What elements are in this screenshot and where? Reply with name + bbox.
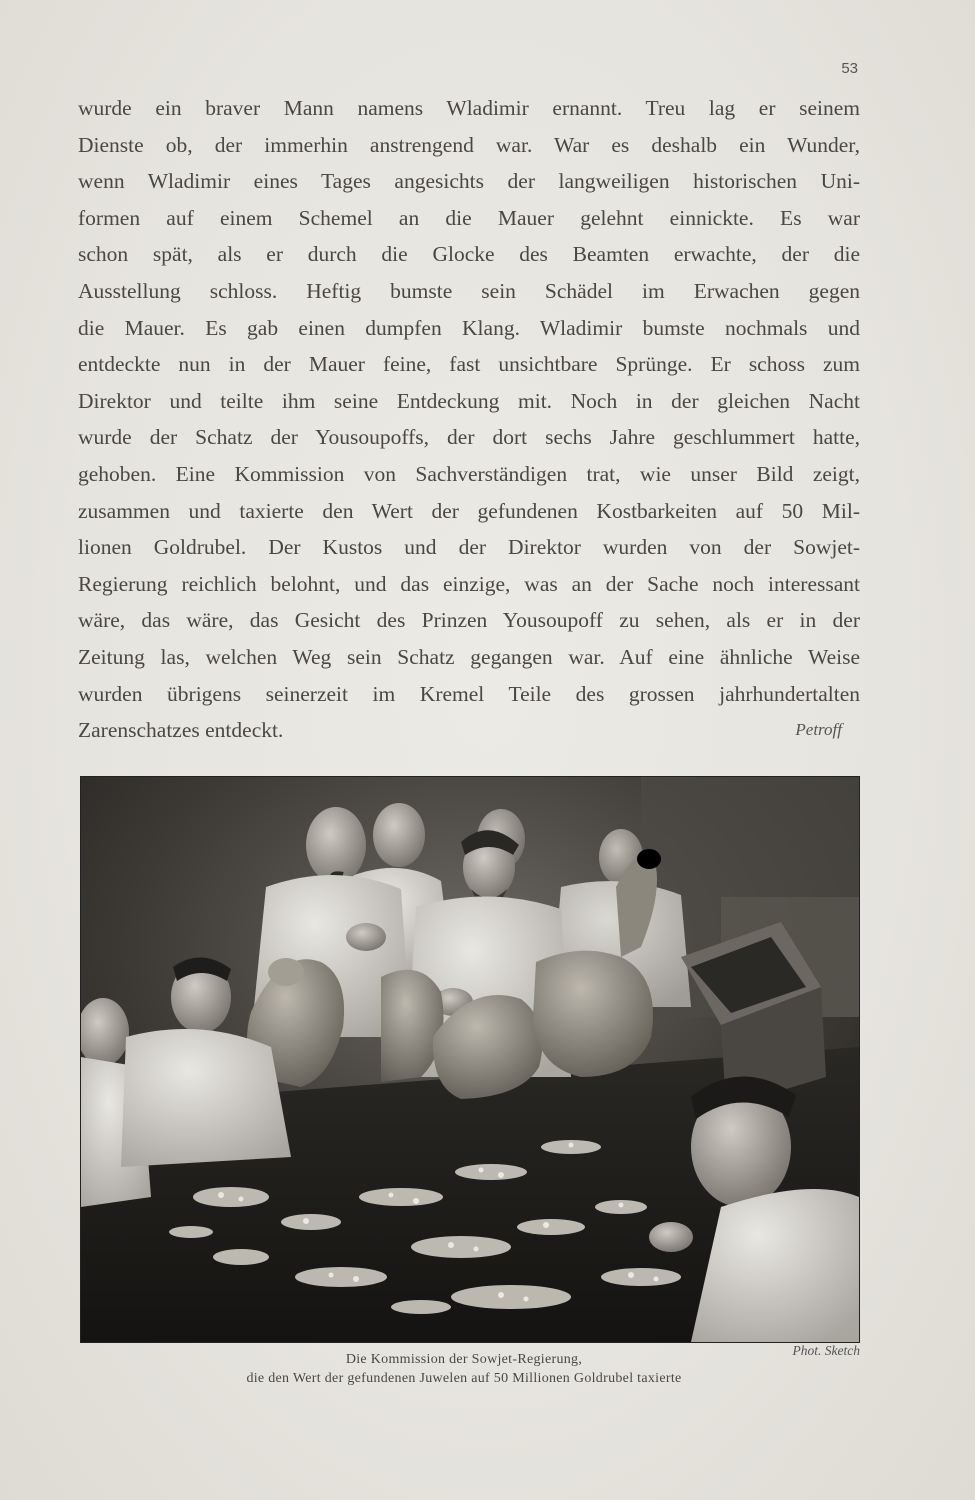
photo-caption-line-1: Die Kommission der Sowjet-Regierung, xyxy=(345,1352,583,1367)
body-line: Dienste ob, der immerhin anstrengend war. War es deshalb ein Wunder, xyxy=(78,132,860,157)
body-line: wurden übrigens seinerzeit im Kremel Teile des grossen jahrhundertalten xyxy=(78,681,860,706)
body-line-text: Zarenschatzes entdeckt. xyxy=(78,718,284,743)
body-line: entdeckte nun in der Mauer feine, fast unsichtbare Sprünge. Er schoss zum xyxy=(78,352,860,377)
author-signature: Petroff xyxy=(795,720,842,740)
halftone-photograph xyxy=(80,776,860,1343)
body-line-last xyxy=(78,712,860,749)
photo-illustration xyxy=(81,777,859,1342)
page-number: 53 xyxy=(841,60,858,77)
body-line: formen auf einem Schemel an die Mauer gelehnt einnickte. Es war xyxy=(78,205,860,230)
body-line: lionen Goldrubel. Der Kustos und der Direktor wurden von der Sowjet- xyxy=(78,535,860,560)
body-line: Ausstellung schloss. Heftig bumste sein Schädel im Erwachen gegen xyxy=(78,278,860,303)
body-line: wenn Wladimir eines Tages angesichts der langweiligen historischen Uni- xyxy=(78,169,860,194)
body-line: schon spät, als er durch die Glocke des Beamten erwachte, der die xyxy=(78,242,860,267)
body-line: Zeitung las, welchen Weg sein Schatz gegangen war. Auf eine ähnliche Weise xyxy=(78,644,860,669)
body-line: Regierung reichlich belohnt, und das einzige, was an der Sache noch interessant xyxy=(78,571,860,596)
body-line: die Mauer. Es gab einen dumpfen Klang. Wladimir bumste nochmals und xyxy=(78,315,860,340)
article-body xyxy=(78,90,860,749)
body-line: wäre, das wäre, das Gesicht des Prinzen Yousoupoff zu sehen, als er in der xyxy=(78,608,860,633)
photo-caption-line-2: die den Wert der gefundenen Juwelen auf 50 Millionen Goldrubel taxierte xyxy=(246,1371,682,1386)
body-line: wurde ein braver Mann namens Wladimir ernannt. Treu lag er seinem xyxy=(78,96,860,120)
photo-credit: Phot. Sketch xyxy=(792,1343,860,1358)
body-line: gehoben. Eine Kommission von Sachverständigen trat, wie unser Bild zeigt, xyxy=(78,461,860,486)
body-line: wurde der Schatz der Yousoupoffs, der dort sechs Jahre geschlummert hatte, xyxy=(78,425,860,450)
body-line: Direktor und teilte ihm seine Entdeckung mit. Noch in der gleichen Nacht xyxy=(78,388,860,413)
body-line: zusammen und taxierte den Wert der gefundenen Kostbarkeiten auf 50 Mil- xyxy=(78,498,860,523)
